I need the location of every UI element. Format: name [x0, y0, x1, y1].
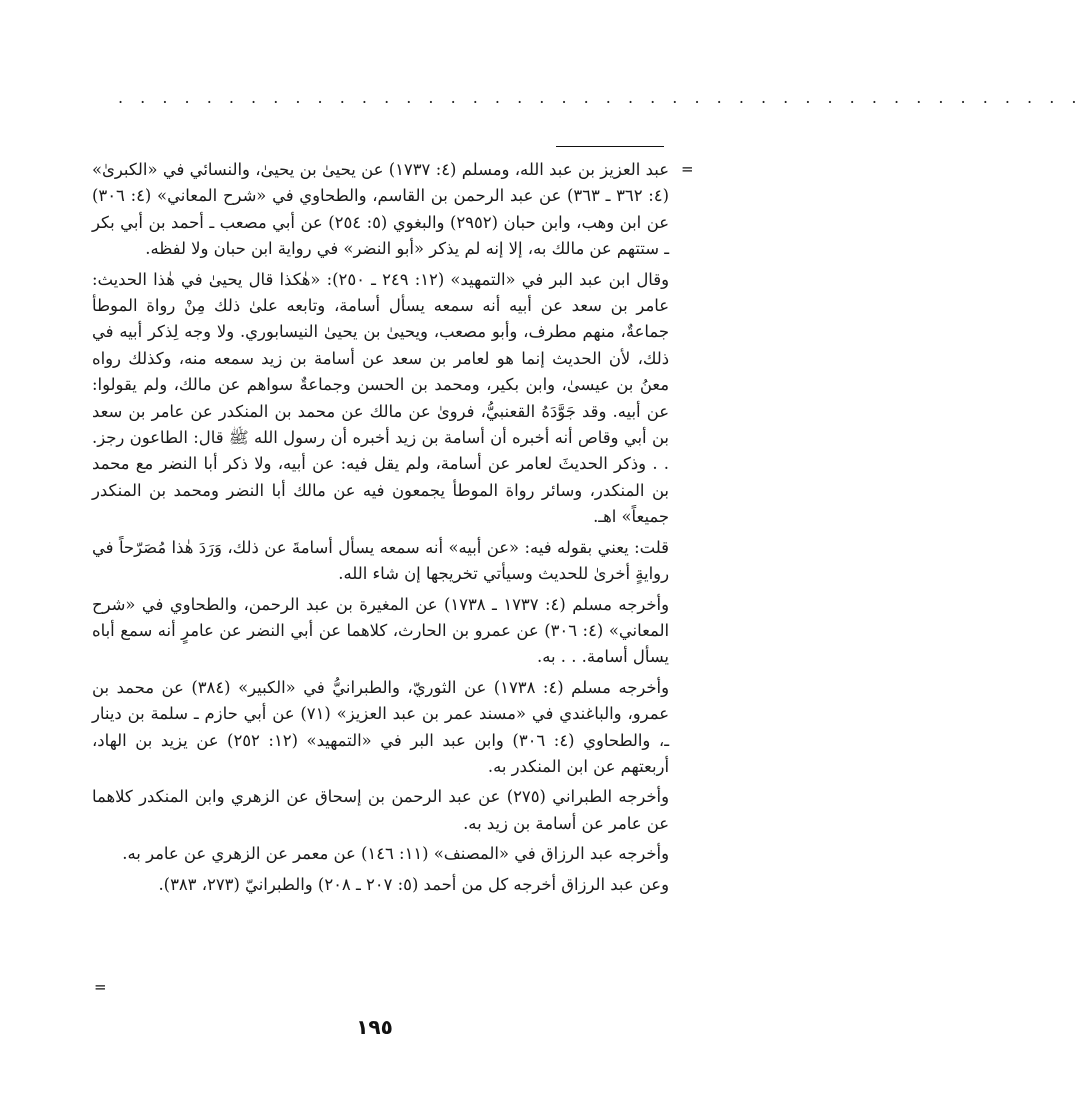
continuation-mark-bottom: = [94, 978, 107, 996]
page-number: ١٩٥ [356, 1015, 393, 1039]
paragraph-1: عبد العزيز بن عبد الله، ومسلم (٤: ١٧٣٧) عن يحيىٰ بن يحيىٰ، والنسائي في «الكبرىٰ» (٤: ٣٦٢ ـ ٣٦٣) عن عبد الرحمن بن القاسم، والطحاوي في «شرح المعاني» (٤: ٣٠٦) عن ابن وهب، وابن حبان (٢٩٥٢) والبغوي (٥: ٢٥٤) عن أبي مصعب ـ أحمد بن أبي بكر ـ ستتهم عن مالك به، إلا إنه لم يذكر «أبو النضر» في رواية ابن حبان ولا لفظه. [92, 160, 670, 259]
header-dotted-line: . . . . . . . . . . . . . . . . . . . . . . . . . . . . . . . . . . . . . . . . . . . . [118, 88, 1082, 107]
paragraph-4: وأخرجه مسلم (٤: ١٧٣٧ ـ ١٧٣٨) عن المغيرة بن عبد الرحمن، والطحاوي في «شرح المعاني» (٤: ٣٠٦) عن عمرو بن الحارث، كلاهما عن أبي النضر عن عامرٍ أنه سمع أباه يسأل أسامة. . . به. [92, 594, 670, 667]
paragraph-2: وقال ابن عبد البر في «التمهيد» (١٢: ٢٤٩ ـ ٢٥٠): «هٰكذا قال يحيىٰ في هٰذا الحديث: عامر بن سعد عن أبيه أنه سمعه يسأل أسامة، وتابعه علىٰ ذلك مِنْ رواة الموطأ جماعةٌ، منهم مطرف، وأبو مصعب، ويحيىٰ بن يحيىٰ النيسابوري. ولا وجه لِذكر أبيه في ذلك، لأن الحديث إنما هو لعامر بن سعد عن أسامة بن زيد سمعه منه، وكذلك رواه معنُ بن عيسىٰ، وابن بكير، ومحمد بن الحسن وجماعةٌ سواهم عن مالك، ولم يقولوا: عن أبيه. وقد جَوَّدَهُ القعنبيُّ، فروىٰ عن مالك عن محمد بن المنكدر عن عامر بن سعد بن أبي وقاص أنه أخبره أن أسامة بن زيد أخبره أن رسول الله ﷺ قال: الطاعون رجز. . . وذكر الحديثَ لعامر عن أسامة، ولم يقل فيه: عن أبيه، ولا ذكر أبا النضر مع محمد بن المنكدر، وسائر رواة الموطأ يجمعون فيه عن مالك أبا النضر ومحمد بن المنكدر جميعاً» اهـ. [92, 269, 670, 527]
paragraph-3: قلت: يعني بقوله فيه: «عن أبيه» أنه سمعه يسأل أسامةَ عن ذلك، وَرَدَ هٰذا مُصَرّحاً في روايةٍ أخرىٰ للحديث وسيأتي تخريجها إن شاء الله. [92, 537, 669, 584]
footnote-text-block [92, 157, 669, 902]
paragraph-7: وأخرجه عبد الرزاق في «المصنف» (١١: ١٤٦) عن معمر عن الزهري عن عامر به. [122, 844, 669, 864]
continuation-mark-top: = [681, 160, 694, 178]
paragraph-8: وعن عبد الرزاق أخرجه كل من أحمد (٥: ٢٠٧ ـ ٢٠٨) والطبرانيّ (٢٧٣، ٣٨٣). [158, 874, 669, 894]
paragraph-6: وأخرجه الطبراني (٢٧٥) عن عبد الرحمن بن إسحاق عن الزهري وابن المنكدر كلاهما عن عامر عن أسامة بن زيد به. [92, 787, 669, 833]
footnote-separator-rule [556, 146, 664, 147]
paragraph-5: وأخرجه مسلم (٤: ١٧٣٨) عن الثوريّ، والطبرانيُّ في «الكبير» (٣٨٤) عن محمد بن عمرو، والباغندي في «مسند عمر بن عبد العزيز» (٧١) عن أبي حازم ـ سلمة بن دينار ـ، والطحاوي (٤: ٣٠٦) وابن عبد البر في «التمهيد» (١٢: ٢٥٢) عن يزيد بن الهاد، أربعتهم عن ابن المنكدر به. [92, 677, 670, 776]
